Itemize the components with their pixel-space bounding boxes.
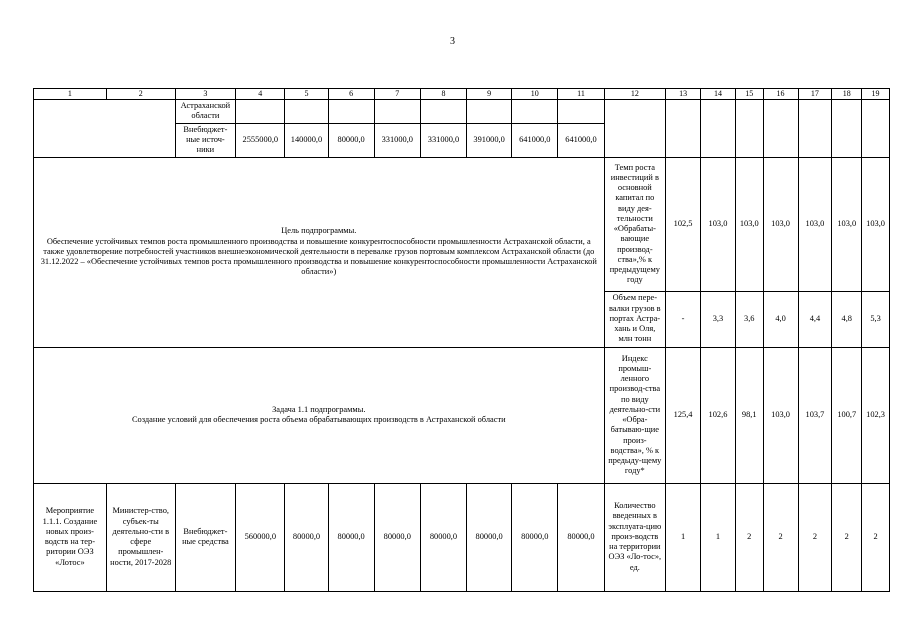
column-number: 14 [701,89,736,100]
source-label: Внебюджет-ные источ-ники [175,123,236,157]
task-cell [34,347,605,483]
indicator-value: 103,0 [798,157,832,291]
indicator-name: Количество введенных в эксплуата-цию произ-водств на территории ОЭЗ «Ло-тос», ед. [604,483,666,591]
amount-cell [285,100,328,124]
amount-cell [236,100,285,124]
amount-cell: 641000,0 [512,123,558,157]
amount-cell: 80000,0 [512,483,558,591]
amount-cell: 331000,0 [420,123,466,157]
column-number: 13 [666,89,701,100]
amount-cell: 140000,0 [285,123,328,157]
column-number: 4 [236,89,285,100]
indicator-value: 103,0 [763,347,798,483]
indicator-value: 100,7 [832,347,862,483]
column-number: 12 [604,89,666,100]
indicator-value: 2 [798,483,832,591]
indicator-value: 4,0 [763,291,798,347]
goal-title: Цель подпрограммы. [281,226,357,236]
amount-cell: 2555000,0 [236,123,285,157]
goal-cell [34,157,605,347]
amount-cell: 80000,0 [420,483,466,591]
column-number: 10 [512,89,558,100]
measure-row [34,483,890,591]
task-title: Задача 1.1 подпрограммы. [272,404,366,414]
indicator-value: 103,0 [832,157,862,291]
amount-cell [558,100,604,124]
column-number: 2 [106,89,175,100]
amount-cell [420,100,466,124]
task-text: Создание условий для обеспечения роста объема обрабатывающих производств в Астраханской области [131,415,506,424]
measure-name: Мероприятие 1.1.1. Создание новых произ-водств на тер-ритории ОЭЗ «Лотос» [34,483,107,591]
page-number: 3 [450,36,455,47]
goal-text: Обеспечение устойчивых темпов роста промышленного производства и повышение конкурентоспособности промышленности Астраханской области, а также удовлетворение потребностей участников внешнеэкономической деятельности в перевалке грузов портовым комплексом Астраханской области (до 31.12.2022 – «Обеспечение устойчивых темпов роста промышленного производства и повышение конкурентоспособности промышленности Астраханской области») [40,236,597,277]
amount-cell: 80000,0 [558,483,604,591]
amount-cell [467,100,512,124]
program-table [33,88,890,592]
indicator-value: - [666,291,701,347]
indicator-value: 103,0 [735,157,763,291]
source-row-regional [34,100,890,124]
indicator-name: Темп роста инвестиций в основной капитал по виду дея-тельности «Обрабаты-вающие производ-ства»,% к предыдущему году [604,157,666,291]
column-number: 18 [832,89,862,100]
indicator-value: 5,3 [862,291,890,347]
column-number: 19 [862,89,890,100]
amount-cell [328,100,374,124]
indicator-value: 103,7 [798,347,832,483]
indicator-value: 102,6 [701,347,736,483]
amount-cell: 80000,0 [328,483,374,591]
amount-cell: 560000,0 [236,483,285,591]
indicator-name: Объем пере-валки грузов в портах Астра-хань и Оля, млн тонн [604,291,666,347]
indicator-value: 103,0 [701,157,736,291]
source-label: Астраханской области [175,100,236,124]
column-number: 17 [798,89,832,100]
column-number: 16 [763,89,798,100]
column-number: 11 [558,89,604,100]
goal-row [34,157,890,291]
indicator-value: 2 [735,483,763,591]
amount-cell [512,100,558,124]
indicator-value: 98,1 [735,347,763,483]
indicator-value: 125,4 [666,347,701,483]
column-number: 7 [374,89,420,100]
column-number: 3 [175,89,236,100]
amount-cell: 391000,0 [467,123,512,157]
indicator-name: Индекс промыш-ленного производ-ства по виду деятельно-сти «Обра-батываю-щие произ-водства», % к предыду-щему году* [604,347,666,483]
column-number: 5 [285,89,328,100]
column-number: 15 [735,89,763,100]
amount-cell: 80000,0 [328,123,374,157]
amount-cell: 641000,0 [558,123,604,157]
amount-cell: 80000,0 [285,483,328,591]
amount-cell: 80000,0 [467,483,512,591]
column-number-row [34,89,890,100]
indicator-value: 2 [763,483,798,591]
measure-source: Внебюджет-ные средства [175,483,236,591]
column-number: 1 [34,89,107,100]
indicator-value: 103,0 [763,157,798,291]
indicator-value: 102,3 [862,347,890,483]
indicator-value: 2 [832,483,862,591]
indicator-value: 102,5 [666,157,701,291]
amount-cell: 331000,0 [374,123,420,157]
column-number: 8 [420,89,466,100]
amount-cell: 80000,0 [374,483,420,591]
indicator-value: 3,6 [735,291,763,347]
indicator-value: 2 [862,483,890,591]
indicator-value: 1 [701,483,736,591]
indicator-value: 103,0 [862,157,890,291]
indicator-value: 4,8 [832,291,862,347]
measure-executor: Министер-ство, субъек-ты деятельно-сти в сфере промышлен-ности, 2017-2028 [106,483,175,591]
task-row [34,347,890,483]
indicator-value: 3,3 [701,291,736,347]
amount-cell [374,100,420,124]
column-number: 6 [328,89,374,100]
indicator-value: 1 [666,483,701,591]
column-number: 9 [467,89,512,100]
indicator-value: 4,4 [798,291,832,347]
